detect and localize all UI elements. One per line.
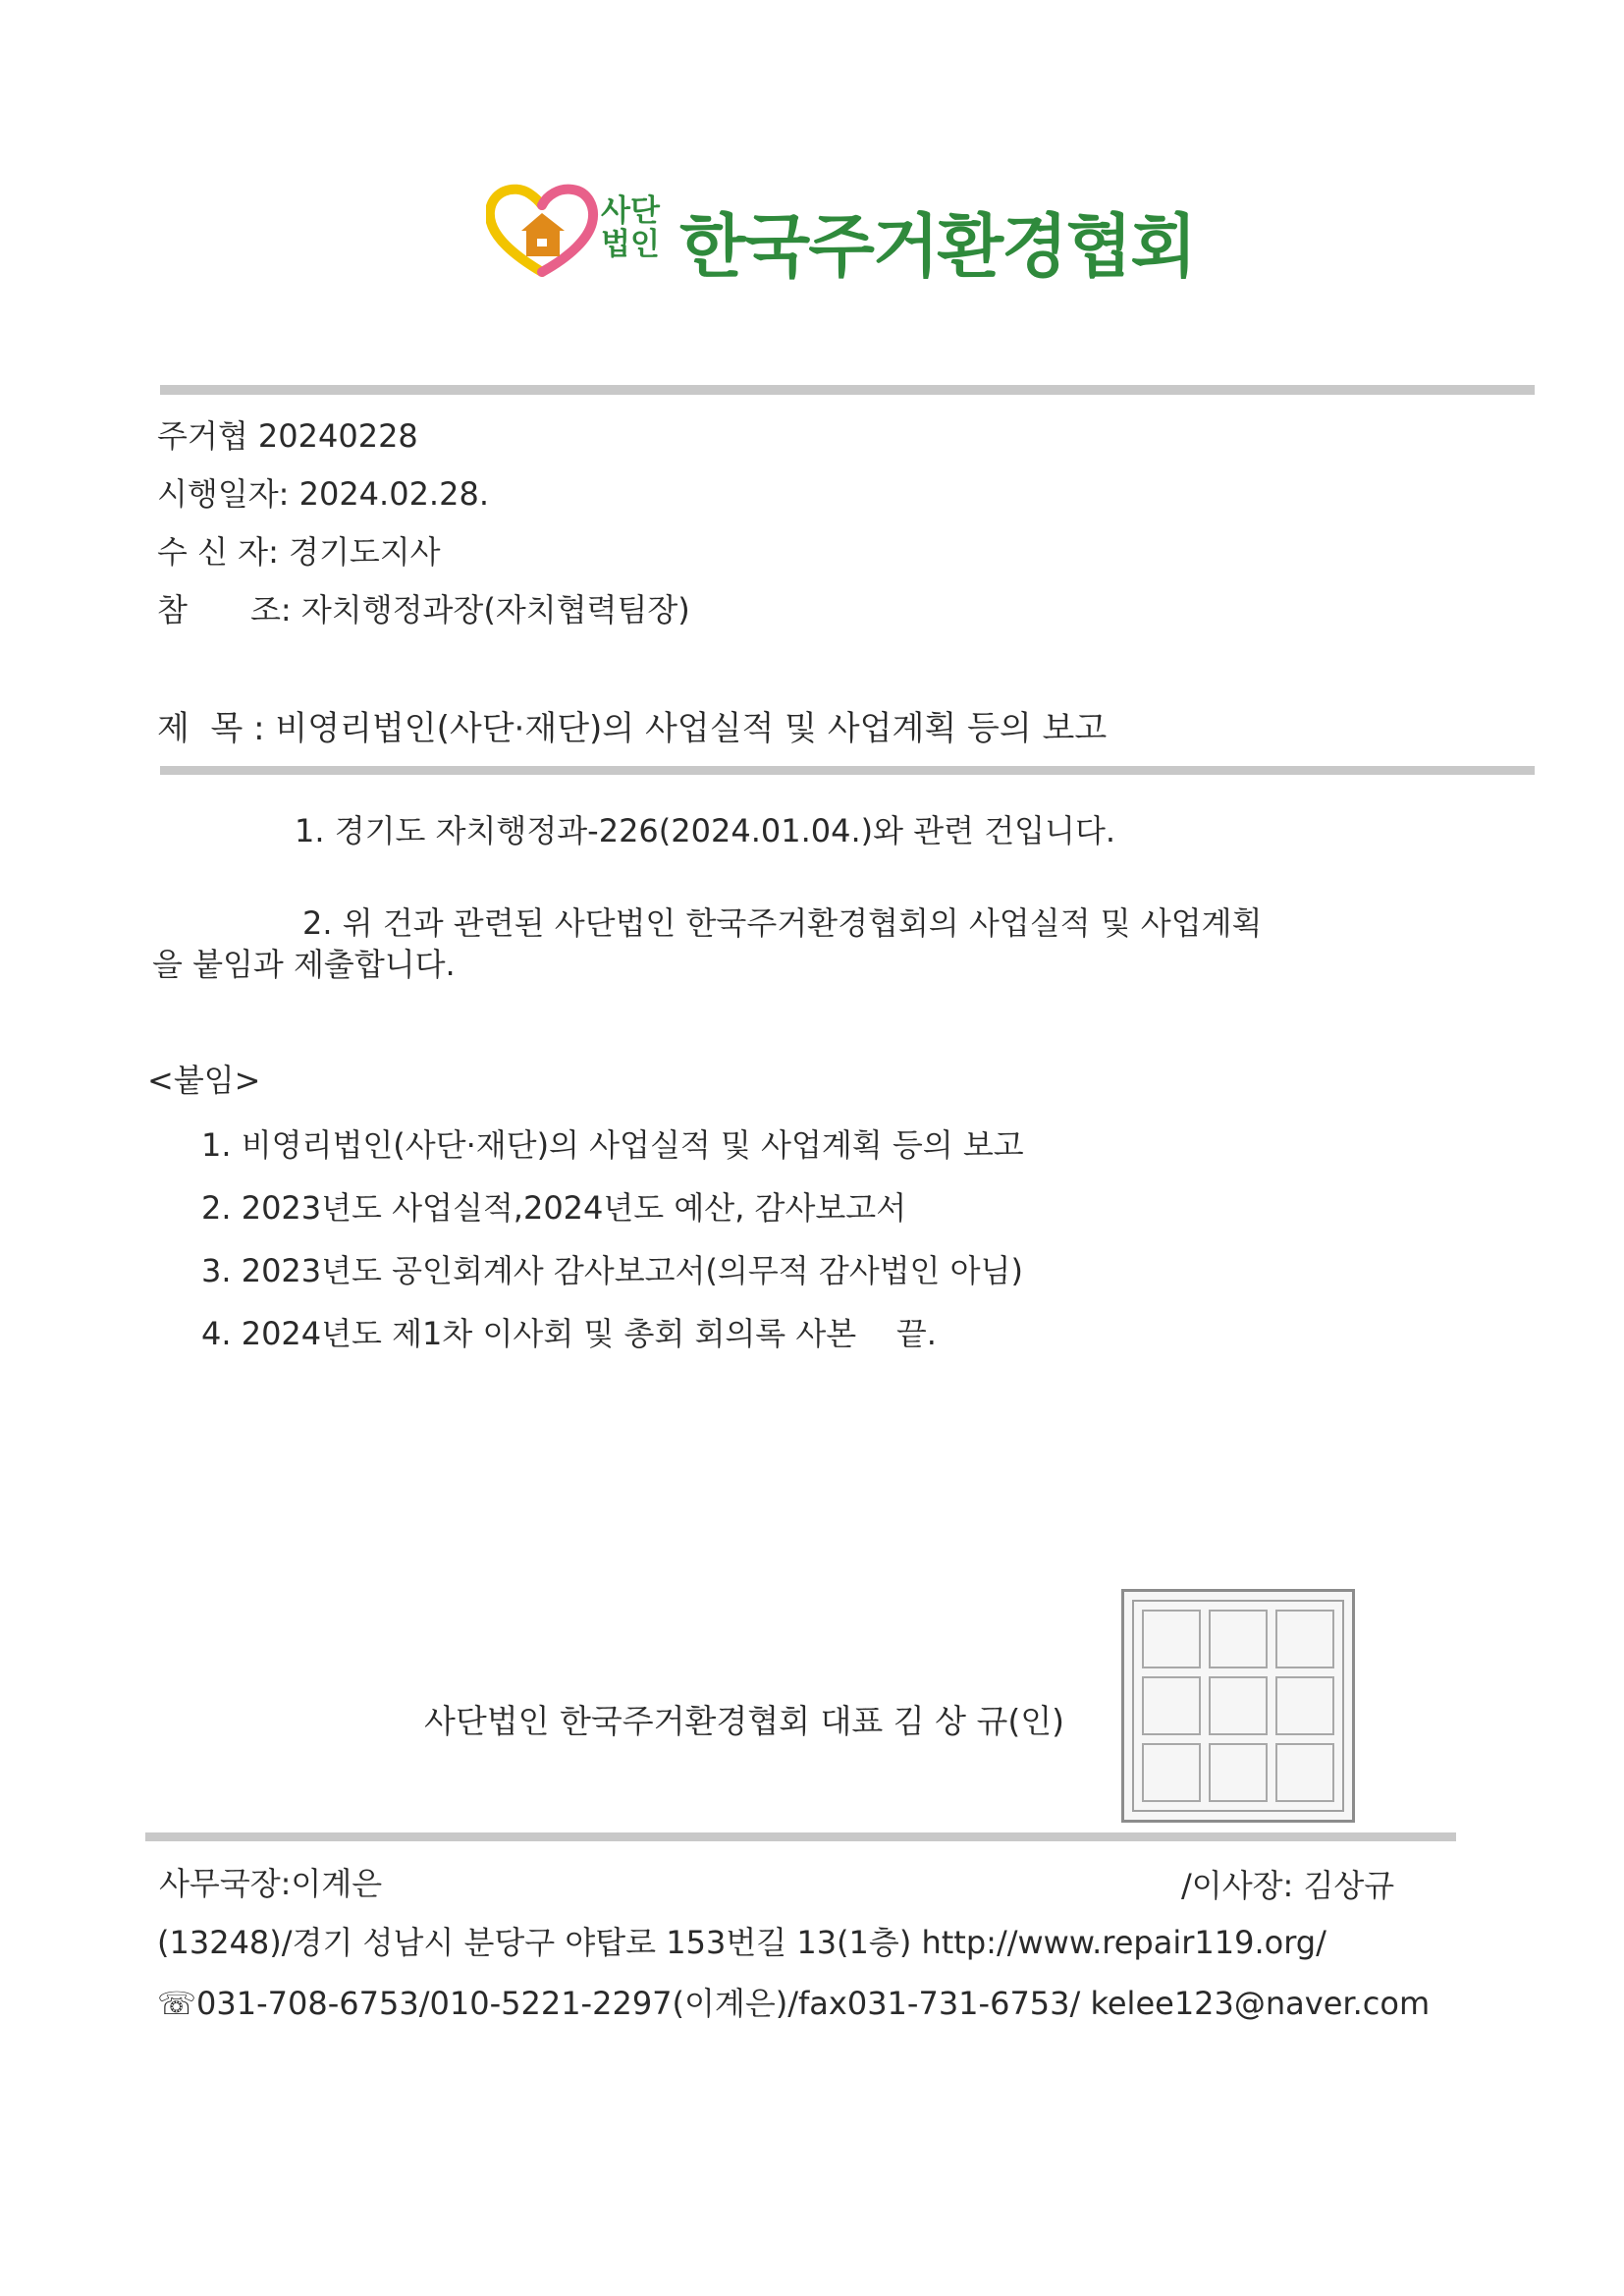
reference-label: 참	[157, 591, 188, 629]
heart-house-icon	[486, 182, 599, 280]
body-paragraph-1: 1. 경기도 자치행정과-226(2024.01.04.)와 관련 건입니다.	[295, 812, 1116, 849]
attachment-item: 3. 2023년도 공인회계사 감사보고서(의무적 감사법인 아님)	[201, 1252, 1023, 1289]
issue-date: 시행일자: 2024.02.28.	[157, 475, 489, 513]
attachment-item: 4. 2024년도 제1차 이사회 및 총회 회의록 사본 끝.	[201, 1315, 937, 1352]
contact-line: ☏031-708-6753/010-5221-2297(이계은)/fax031-731-6753/ kelee123@naver.com	[157, 1985, 1431, 2022]
logo-name: 한국주거환경협회	[679, 206, 1195, 287]
reference-value: 조: 자치행정과장(자치협력팀장)	[250, 591, 690, 629]
secretary-general: 사무국장:이계은	[159, 1865, 383, 1902]
body-paragraph-2-line-2: 을 붙임과 제출합니다.	[152, 946, 456, 983]
official-seal	[1121, 1589, 1355, 1823]
attachments-label: <붙임>	[147, 1062, 261, 1099]
footer-divider	[145, 1832, 1456, 1841]
recipient: 수 신 자: 경기도지사	[157, 533, 441, 571]
subject-divider	[160, 766, 1535, 775]
subject-line: 제 목 : 비영리법인(사단·재단)의 사업실적 및 사업계획 등의 보고	[157, 709, 1108, 748]
signature-line: 사단법인 한국주거환경협회 대표 김 상 규(인)	[424, 1702, 1065, 1740]
doc-number: 주거협 20240228	[157, 417, 418, 455]
chairman: /이사장: 김상규	[1181, 1867, 1395, 1904]
header-divider	[160, 385, 1535, 395]
address-line: (13248)/경기 성남시 분당구 야탑로 153번길 13(1층) http://www.repair119.org/	[157, 1924, 1326, 1961]
attachment-item: 1. 비영리법인(사단·재단)의 사업실적 및 사업계획 등의 보고	[201, 1126, 1024, 1164]
logo-small-text: 사단법인	[601, 193, 660, 262]
body-paragraph-2-line-1: 2. 위 건과 관련된 사단법인 한국주거환경협회의 사업실적 및 사업계획	[302, 904, 1263, 942]
attachment-item: 2. 2023년도 사업실적,2024년도 예산, 감사보고서	[201, 1189, 907, 1227]
